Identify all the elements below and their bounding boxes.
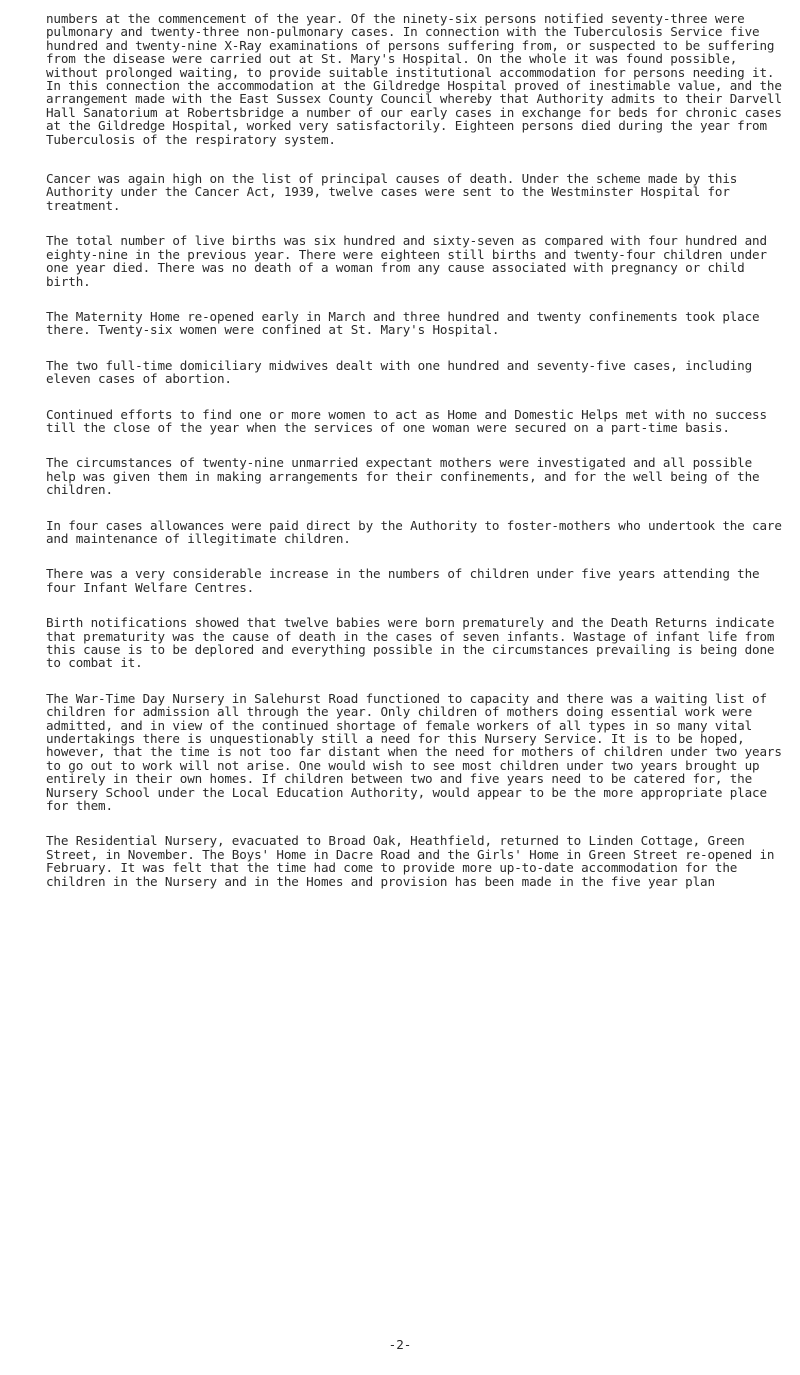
paragraph-foster-mothers: In four cases allowances were paid direct by the Authority to foster-mothers who undertook the care and maintenance of illegitimate children. <box>46 517 790 546</box>
paragraph-domestic-helps: Continued efforts to find one or more women to act as Home and Domestic Helps met with no success till the close of the year when the services of one woman were secured on a part-time basis. <box>46 406 775 435</box>
paragraph-gap <box>46 812 786 834</box>
paragraph-gap <box>46 212 786 234</box>
paragraph-gap <box>46 594 786 616</box>
paragraph-gap <box>46 434 786 456</box>
paragraph-midwives: The two full-time domiciliary midwives dealt with one hundred and seventy-five cases, including eleven cases of abortion. <box>46 357 760 387</box>
paragraph-gap <box>46 497 786 519</box>
paragraph-infant-welfare: There was a very considerable increase in the numbers of children under five years attending the four Infant Welfare Centres. <box>46 566 767 595</box>
paragraph-unmarried-mothers: The circumstances of twenty-nine unmarried expectant mothers were investigated and all possible help was given them in making arrangements for their confinements, and for the well being of the children. <box>46 455 767 498</box>
paragraph-maternity-home: The Maternity Home re-opened early in March and three hundred and twenty confinements took place there. Twenty-six women were confined at St. Mary's Hospital. <box>46 308 767 338</box>
paragraph-gap <box>46 670 786 692</box>
paragraph-day-nursery: The War-Time Day Nursery in Salehurst Road functioned to capacity and there was a waiting list of children for admission all through the year. Only children of mothers doing essential work were admitted, and in view of the continued shortage of female workers of all types in so many vital undertakings there is unquestionably still a need for this Nursery Service. It is to be hoped, however, that the time is not too far distant when the need for mothers of children under two years to go out to work will not arise. One would wish to see most children under two years brought up entirely in their own homes. If children between two and five years need to be catered for, the Nursery School under the Local Education Authority, would appear to be the more appropriate place for them. <box>46 690 790 814</box>
paragraph-gap <box>46 545 786 567</box>
paragraph-gap <box>46 146 786 172</box>
paragraph-live-births: The total number of live births was six hundred and sixty-seven as compared with four hundred and eighty-nine in the previous year. There were eighteen still births and twenty-four children under one year died. There was no death of a woman from any cause associated with pregnancy or child birth. <box>46 233 775 289</box>
paragraph-gap <box>46 386 786 408</box>
paragraph-tuberculosis: numbers at the commencement of the year. Of the ninety-six persons notified seventy-three were pulmonary and twenty-three non-pulmonary cases. In connection with the Tuberculosis Service five hundred and twenty-nine X-Ray examinations of persons suffering from, or suspected to be suffering from the disease were carried out at St. Mary's Hospital. On the whole it was found possible, without prolonged waiting, to provide suitable institutional accommodation for persons needing it. In this connection the accommodation at the Gildredge Hospital proved of inestimable value, and the arrangement made with the East Sussex County Council whereby that Authority admits to their Darvell Hall Sanatorium at Robertsbridge a number of our early cases in exchange for beds for chronic cases at the Gildredge Hospital, worked very satisfactorily. Eighteen persons died during the year from Tuberculosis of the respiratory system. <box>46 11 790 147</box>
page-number: -2- <box>388 1337 412 1352</box>
paragraph-gap <box>46 337 786 359</box>
paragraph-gap <box>46 288 786 310</box>
paragraph-premature-births: Birth notifications showed that twelve babies were born prematurely and the Death Returns indicate that prematurity was the cause of death in the cases of seven infants. Wastage of infant life from this cause is to be deplored and everything possible in the circumstances prevailing is being done to combat it. <box>46 615 782 671</box>
paragraph-residential-nursery: The Residential Nursery, evacuated to Broad Oak, Heathfield, returned to Linden Cottage, Green Street, in November. The Boys' Home in Dacre Road and the Girls' Home in Green Street re-opened in February. It was felt that the time had come to provide more up-to-date accommodation for the children in the Nursery and in the Homes and provision has been made in the five year plan <box>46 833 782 889</box>
paragraph-cancer: Cancer was again high on the list of principal causes of death. Under the scheme made by this Authority under the Cancer Act, 1939, twelve cases were sent to the Westminster Hospital for treatment. <box>46 171 745 213</box>
